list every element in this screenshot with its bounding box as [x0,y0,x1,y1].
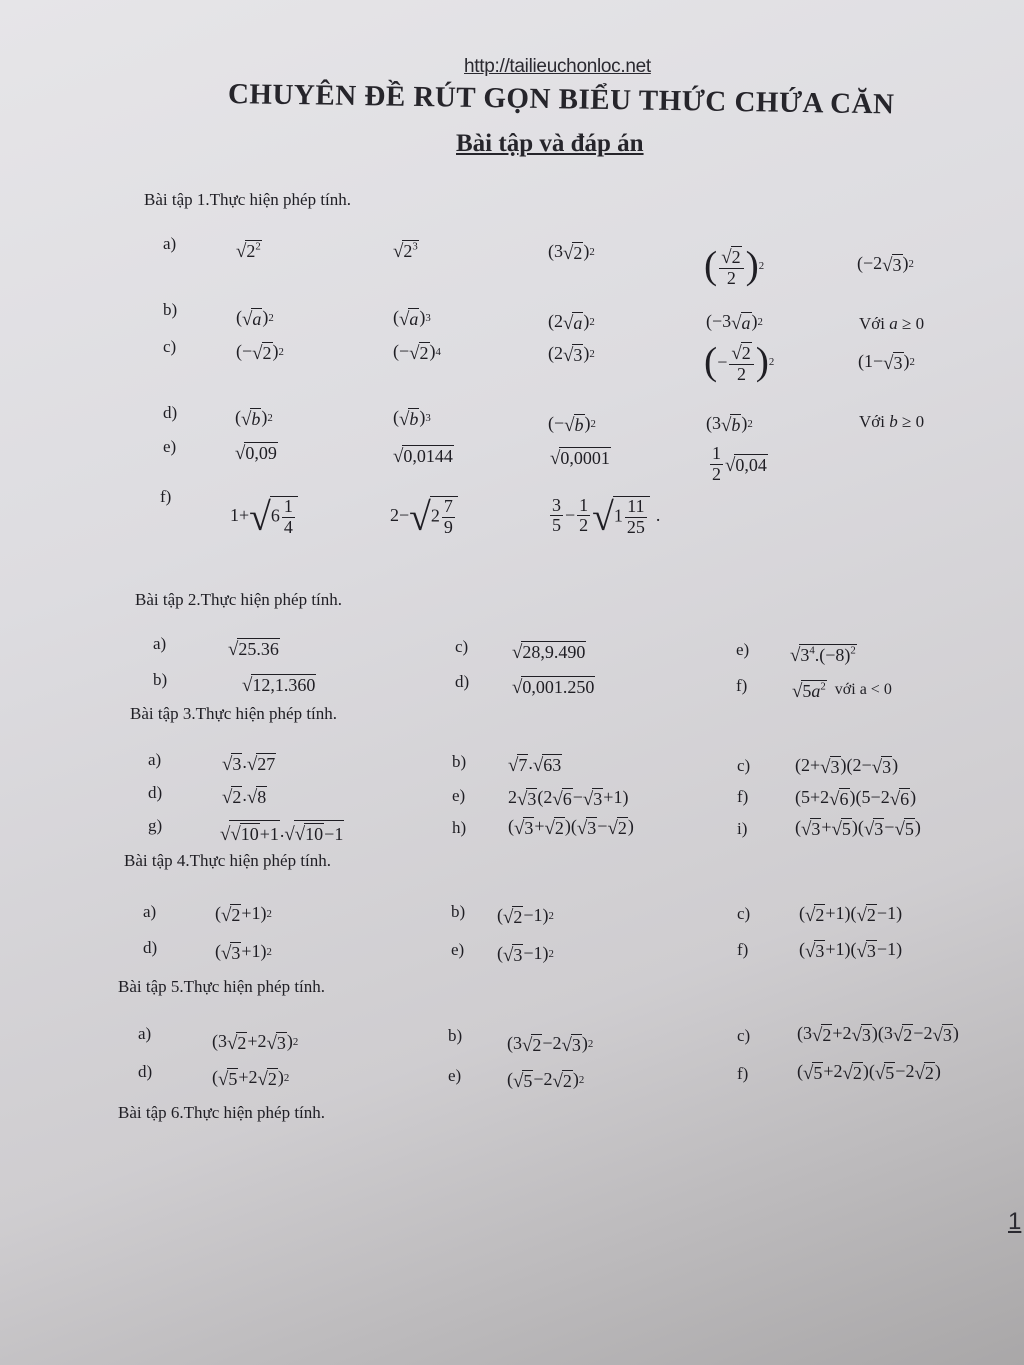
ex1-f-2: 2 − √ 2 $\frac{7}{9}$ [390,494,458,538]
page-number: 1 [1008,1208,1022,1235]
ex4-e-expr: ( √ 3 − 1 ) 2 [497,943,554,966]
ex1-d-3: ( − √ b ) 2 [548,413,596,436]
ex2-e-label: e) [736,640,750,659]
ex4-f-expr: ( √ 3 + 1 ) ( √ 3 − 1 ) [799,939,903,962]
ex1-a-4: ( √ 2 2 ) 2 [704,243,765,288]
ex5-b-expr: ( 3 √ 2 − 2 √ 3 ) 2 [507,1033,594,1056]
ex1-e-1: √ 0,09 [235,442,277,464]
ex5-e-label: e) [448,1066,462,1085]
ex5-a-label: a) [138,1024,152,1043]
document-subtitle: Bài tập và đáp án [456,130,644,157]
ex5-e-expr: ( √ 5 − 2 √ 2 ) 2 [507,1069,585,1092]
ex1-f-3: $\frac{3}{5}$ − $\frac{1}{2}$ √ 1 $\frac{11}{25}$ . [552,494,661,539]
ex4-d-label: d) [143,938,158,957]
ex1-row-c-label: c) [163,337,177,356]
ex1-c-2: ( − √ 2 ) 4 [393,341,441,364]
ex3-d-label: d) [148,783,163,802]
ex1-b-1: ( √ a ) 2 [236,307,274,330]
ex1-d-condition: Với b ≥ 0 [859,412,925,431]
ex4-d-expr: ( √ 3 + 1 ) 2 [215,941,272,964]
exercise-3-heading: Bài tập 3.Thực hiện phép tính. [130,704,338,723]
ex3-f-label: f) [737,787,749,806]
ex2-d-expr: √ 0,001.250 [512,676,595,698]
ex4-a-label: a) [143,902,157,921]
ex1-d-2: ( √ b ) 3 [393,407,431,430]
ex1-b-4: ( − 3 √ a ) 2 [706,311,763,334]
ex2-c-expr: √ 28,9.490 [512,641,586,663]
ex1-row-b-label: b) [163,300,178,319]
ex3-e-label: e) [452,786,466,805]
ex3-a-label: a) [148,750,162,769]
ex1-row-d-label: d) [163,403,178,422]
ex3-h-expr: ( √ 3 + √ 2 ) ( √ 3 − √ 2 ) [508,816,634,839]
ex5-f-label: f) [737,1064,749,1083]
ex3-h-label: h) [452,818,467,837]
ex3-f-expr: ( 5 + 2 √ 6 ) ( 5 − 2 √ 6 ) [795,787,917,810]
ex1-e-2: √ 0,0144 [393,445,453,467]
ex2-d-label: d) [455,672,470,691]
ex5-b-label: b) [448,1026,463,1045]
ex1-row-a-label: a) [163,234,177,253]
ex3-c-label: c) [737,756,751,775]
ex1-row-e-label: e) [163,437,177,456]
ex4-a-expr: ( √ 2 + 1 ) 2 [215,903,272,926]
ex3-i-expr: ( √ 3 + √ 5 ) ( √ 3 − √ 5 ) [795,817,921,840]
ex2-b-label: b) [153,670,168,689]
ex3-g-expr: √ √ 10 +1 . √ √ 10 −1 [220,820,344,845]
ex5-c-label: c) [737,1026,751,1045]
ex3-a-expr: √ 3 . √ 27 [222,752,276,775]
ex5-f-expr: ( √ 5 + 2 √ 2 ) ( √ 5 − 2 √ 2 ) [797,1061,941,1084]
ex1-row-f-label: f) [160,487,172,506]
ex1-a-2: √ $2^3$ [393,240,418,262]
ex1-c-3: ( 2 √ 3 ) 2 [548,343,595,366]
document-title: CHUYÊN ĐỀ RÚT GỌN BIỂU THỨC CHỨA CĂN [227,78,895,121]
source-url-link[interactable]: http://tailieuchonloc.net [464,56,651,77]
ex5-a-expr: ( 3 √ 2 + 2 √ 3 ) 2 [212,1031,299,1054]
ex1-d-4: ( 3 √ b ) 2 [706,413,753,436]
ex4-e-label: e) [451,940,465,959]
ex1-a-3: ( 3 √ 2 ) 2 [548,241,595,264]
ex3-b-expr: √ 7 . √ 63 [508,753,562,776]
ex1-f-1: 1 + √ 6 $\frac{1}{4}$ [230,494,298,538]
ex5-c-expr: ( 3 √ 2 + 2 √ 3 ) ( 3 √ 2 − 2 √ 3 ) [797,1023,959,1046]
ex1-b-condition: Với a ≥ 0 [859,314,925,333]
ex2-f-label: f) [736,676,748,695]
ex3-d-expr: √ 2 . √ 8 [222,785,267,808]
exercise-1-heading: Bài tập 1.Thực hiện phép tính. [144,190,352,209]
ex3-e-expr: 2 √ 3 ( 2 √ 6 − √ 3 + 1 ) [508,787,629,810]
exercise-6-heading: Bài tập 6.Thực hiện phép tính. [118,1103,326,1122]
ex5-d-expr: ( √ 5 + 2 √ 2 ) 2 [212,1067,290,1090]
ex3-c-expr: ( 2 + √ 3 ) ( 2 − √ 3 ) [795,755,899,778]
ex4-b-label: b) [451,902,466,921]
ex4-f-label: f) [737,940,749,959]
ex1-c-5: ( 1 − √ 3 ) 2 [858,351,915,374]
ex4-b-expr: ( √ 2 − 1 ) 2 [497,905,554,928]
ex1-a-5: ( − 2 √ 3 ) 2 [857,253,914,276]
ex2-f-expr: √ $5a^2$ với a < 0 [792,680,892,702]
exercise-4-heading: Bài tập 4.Thực hiện phép tính. [124,851,332,870]
exercise-2-heading: Bài tập 2.Thực hiện phép tính. [135,590,343,609]
ex1-c-1: ( − √ 2 ) 2 [236,341,284,364]
ex2-b-expr: √ 12,1.360 [242,674,316,696]
ex2-a-label: a) [153,634,167,653]
ex1-d-1: ( √ b ) 2 [235,407,273,430]
ex3-i-label: i) [737,819,748,838]
ex1-c-4: ( − √ 2 2 ) 2 [704,339,775,384]
ex1-e-4: $\frac{1}{2}$ √ 0,04 [712,443,767,484]
ex1-b-3: ( 2 √ a ) 2 [548,311,595,334]
ex2-c-label: c) [455,637,469,656]
ex1-b-2: ( √ a ) 3 [393,307,431,330]
exercise-5-heading: Bài tập 5.Thực hiện phép tính. [118,977,326,996]
ex5-d-label: d) [138,1062,153,1081]
ex3-g-label: g) [148,816,163,835]
ex2-a-expr: √ 25.36 [228,638,279,660]
ex4-c-expr: ( √ 2 + 1 ) ( √ 2 − 1 ) [799,903,903,926]
ex2-e-expr: √ $3^4.(-8)^2$ [790,644,856,666]
ex1-e-3: √ 0,0001 [550,447,610,469]
ex4-c-label: c) [737,904,751,923]
ex1-a-1: √ $2^2$ [236,240,261,262]
ex3-b-label: b) [452,752,467,771]
